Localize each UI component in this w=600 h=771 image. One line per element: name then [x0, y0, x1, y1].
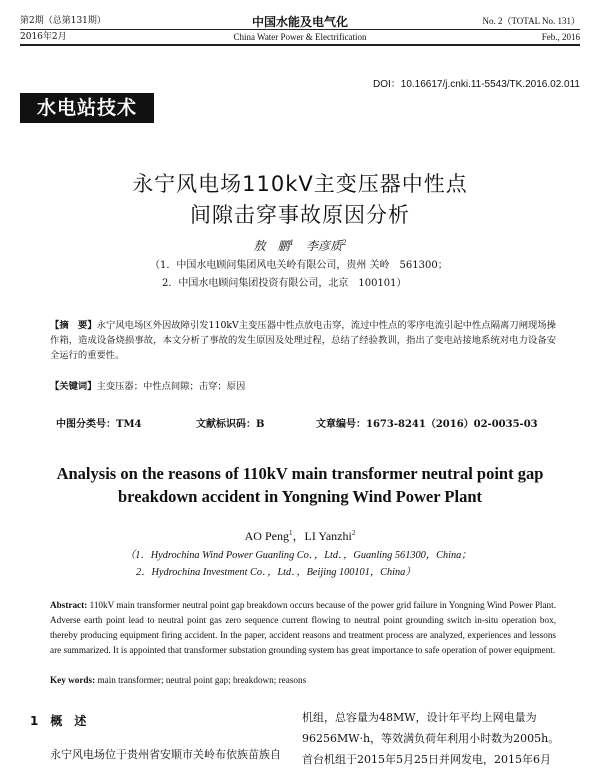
affiliation-cn-1: （1．中国水电顾问集团风电关岭有限公司，贵州 关岭 561300； — [150, 260, 448, 271]
author-en-2-sup: 2 — [351, 529, 356, 537]
title-cn-line1: 永宁风电场110kV主变压器中性点 — [132, 172, 468, 196]
doi: DOI：10.16617/j.cnki.11-5543/TK.2016.02.011 — [373, 79, 580, 90]
abstract-cn — [50, 318, 556, 363]
author-cn-1: 敖 鹏 — [253, 239, 290, 253]
section-1-number: 1 — [30, 714, 39, 728]
abstract-en — [50, 598, 556, 658]
header-journal-en: China Water Power & Electrification — [233, 32, 367, 42]
title-cn-line2: 间隙击穿事故原因分析 — [190, 203, 410, 227]
keywords-en-label: Key words: — [50, 675, 96, 685]
header-date-cn: 2016年2月 — [20, 32, 67, 42]
keywords-en-text: main transformer; neutral point gap; breakdown; reasons — [97, 675, 307, 685]
keywords-en — [50, 673, 556, 688]
section-1-right-line-3: 首台机组于2015年5月25日并网发电，2015年6月 — [302, 753, 551, 766]
title-en-line2: breakdown accident in Yongning Wind Power Plant — [118, 487, 482, 506]
author-cn-2: 李彦质 — [306, 239, 343, 253]
abstract-cn-label: 【摘 要】 — [50, 320, 97, 331]
clc-value: TM4 — [116, 419, 142, 430]
author-en-1-sup: 1 — [288, 529, 293, 537]
clc — [56, 415, 141, 430]
affiliation-en-1: （1．Hydrochina Wind Power Guanling Co．，Ltd．，Guanling 561300，China； — [125, 550, 472, 561]
abstract-en-text: 110kV main transformer neutral point gap breakdown occurs because of the power grid failure in Yongning Wind Power Plant. Adverse earth point lead to neutral point gas zero sequence current flowing to neutral point grounding switch in-situ operation box, thereby producing equipment firing accident. In the paper, accident reasons and treatment process are analyzed, experiences and lessons are summarized. It is appointed that transformer substation grounding system has great importance to safe operation of power equipment. — [50, 600, 557, 655]
title-en-line1: Analysis on the reasons of 110kV main transformer neutral point gap — [56, 464, 544, 483]
article-no — [316, 415, 538, 430]
doc-code — [196, 415, 264, 430]
section-1-heading — [30, 712, 86, 729]
article-no-value: 1673-8241（2016）02-0035-03 — [366, 419, 538, 430]
abstract-cn-text: 永宁风电场区外因故障引发110kV主变压器中性点放电击穿，流过中性点的零序电流引起中性点隔离刀闸现场操作箱，造成设备烧损事故，本文分析了事故的发生原因及处理过程，总结了经验教训，指出了变电站接地系统对电力设备安全运行的重要性。 — [50, 320, 556, 361]
section-1-right-line-1: 机组，总容量为48MW，设计年平均上网电量为 — [302, 711, 537, 724]
affiliation-cn-2: 2．中国水电顾问集团投资有限公司，北京 100101） — [162, 278, 407, 289]
header-journal-cn: 中国水能及电气化 — [251, 15, 348, 29]
keywords-cn-text: 主变压器；中性点间隙；击穿；原因 — [96, 381, 246, 392]
author-en-1: AO Peng — [244, 529, 289, 543]
abstract-en-label: Abstract: — [50, 600, 88, 610]
section-1-title: 概 述 — [50, 714, 87, 728]
doc-code-label: 文献标识码： — [196, 419, 256, 430]
authors-cn — [0, 237, 600, 254]
header-issue-en: No. 2（TOTAL No. 131） — [482, 16, 580, 26]
keywords-cn — [50, 379, 556, 394]
section-1-right-line-2: 96256MW·h，等效满负荷年利用小时数为2005h。 — [302, 732, 560, 745]
section-1-left-text: 永宁风电场位于贵州省安顺市关岭布依族苗族自 — [50, 748, 281, 761]
article-no-label: 文章编号： — [316, 419, 366, 430]
clc-label: 中图分类号： — [56, 419, 116, 430]
header-rule-thin — [20, 29, 580, 30]
affiliation-en-2: 2．Hydrochina Investment Co．，Ltd．，Beijing 100101，China） — [136, 567, 416, 578]
header-date-en: Feb., 2016 — [541, 32, 580, 42]
keywords-cn-label: 【关键词】 — [50, 381, 97, 392]
header-issue-cn: 第2期（总第131期） — [20, 16, 106, 26]
header-rule-thick — [20, 44, 580, 46]
section-banner: 水电站技术 — [20, 93, 154, 123]
author-cn-2-sup: 2 — [342, 239, 347, 247]
authors-en: AO Peng$^1$，LI Yanzhi$^2$ — [244, 529, 356, 543]
author-cn-1-sup: 1 — [289, 239, 294, 247]
doc-code-value: B — [256, 419, 265, 430]
author-en-2: LI Yanzhi — [304, 529, 352, 543]
